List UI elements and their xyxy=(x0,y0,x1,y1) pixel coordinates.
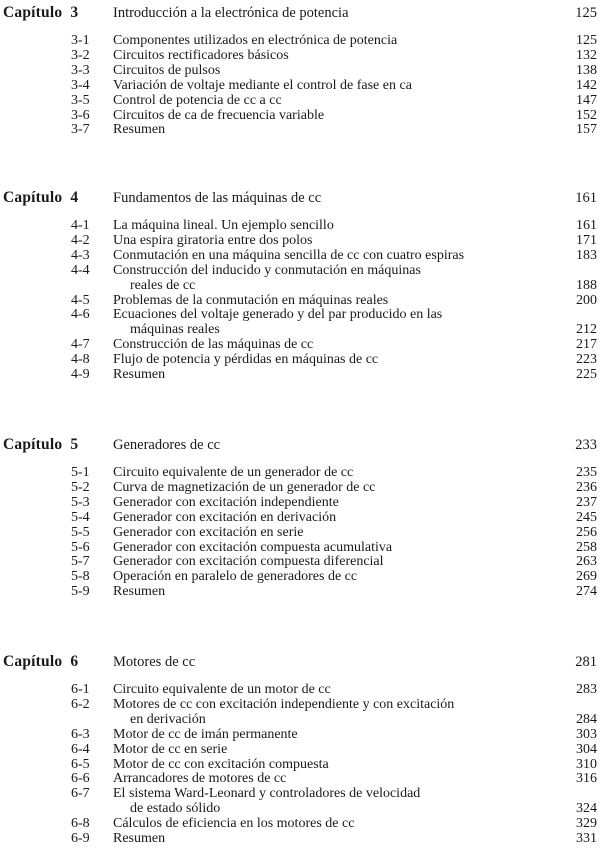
chapter-heading xyxy=(0,189,600,209)
toc-entry: 4-6 Ecuaciones del voltaje generado y del par producido en las máquinas reales 212 xyxy=(71,307,597,338)
toc-entry: 3-6 Circuitos de ca de frecuencia variable 152 xyxy=(71,107,597,123)
toc-entry: 4-9 Resumen 225 xyxy=(71,367,597,383)
toc-entry: 3-7 Resumen 157 xyxy=(71,122,597,138)
chapter-page: 161 xyxy=(575,190,597,206)
chapter-5 xyxy=(0,436,600,600)
chapter-title: Generadores de cc xyxy=(113,437,221,453)
toc-entry: 6-6 Arrancadores de motores de cc 316 xyxy=(71,771,597,787)
chapter-6 xyxy=(0,653,600,847)
toc-entry: 5-2 Curva de magnetización de un generador de cc 236 xyxy=(71,479,597,495)
chapter-label: Capítulo 6 xyxy=(3,653,79,670)
toc-entry: 6-9 Resumen 331 xyxy=(71,831,597,847)
toc-entry: 4-8 Flujo de potencia y pérdidas en máquinas de cc 223 xyxy=(71,352,597,368)
chapter-3 xyxy=(0,4,600,138)
toc-entry: 6-2 Motores de cc con excitación independiente y con excitación en derivación 284 xyxy=(71,696,597,727)
toc-entry: 5-4 Generador con excitación en derivación 245 xyxy=(71,509,597,525)
toc-entry: 6-4 Motor de cc en serie 304 xyxy=(71,741,597,757)
toc-entry: 4-5 Problemas de la conmutación en máquinas reales 200 xyxy=(71,292,597,308)
toc-entry: 5-9 Resumen 274 xyxy=(71,584,597,600)
chapter-4 xyxy=(0,189,600,383)
chapter-page: 281 xyxy=(575,654,597,670)
chapter-heading xyxy=(0,653,600,673)
toc-entry: 4-2 Una espira giratoria entre dos polos 171 xyxy=(71,232,597,248)
toc-entry: 4-1 La máquina lineal. Un ejemplo sencillo 161 xyxy=(71,218,597,233)
toc-entry: 3-5 Control de potencia de cc a cc 147 xyxy=(71,92,597,108)
toc-entry: 6-8 Cálculos de eficiencia en los motores de cc 329 xyxy=(71,816,597,832)
toc-entry: 6-3 Motor de cc de imán permanente 303 xyxy=(71,726,597,742)
toc-entry: 3-4 Variación de voltaje mediante el control de fase en ca 142 xyxy=(71,77,597,93)
chapter-title: Motores de cc xyxy=(113,654,196,670)
toc-entry: 4-4 Construcción del inducido y conmutación en máquinas reales de cc 188 xyxy=(71,262,597,293)
toc-entry: 4-7 Construcción de las máquinas de cc 217 xyxy=(71,337,597,353)
toc-entry: 6-1 Circuito equivalente de un motor de cc 283 xyxy=(71,682,597,697)
toc-entry: 3-1 Componentes utilizados en electrónica de potencia 125 xyxy=(71,33,597,48)
toc-entry: 5-7 Generador con excitación compuesta diferencial 263 xyxy=(71,554,597,570)
chapter-title: Fundamentos de las máquinas de cc xyxy=(113,190,322,206)
toc-entry: 6-7 El sistema Ward-Leonard y controladores de velocidad de estado sólido 324 xyxy=(71,786,597,817)
toc-entry: 6-5 Motor de cc con excitación compuesta 310 xyxy=(71,756,597,772)
toc-entry: 3-2 Circuitos rectificadores básicos 132 xyxy=(71,47,597,63)
chapter-label: Capítulo 3 xyxy=(3,4,79,21)
toc-entry: 3-3 Circuitos de pulsos 138 xyxy=(71,62,597,78)
chapter-heading xyxy=(0,4,600,24)
toc-entry: 5-3 Generador con excitación independiente 237 xyxy=(71,494,597,510)
toc-entry: 5-6 Generador con excitación compuesta acumulativa 258 xyxy=(71,539,597,555)
toc-entry: 4-3 Conmutación en una máquina sencilla de cc con cuatro espiras 183 xyxy=(71,247,597,263)
toc-entry: 5-1 Circuito equivalente de un generador de cc 235 xyxy=(71,465,597,480)
toc-entry: 5-5 Generador con excitación en serie 256 xyxy=(71,524,597,540)
chapter-title: Introducción a la electrónica de potencia xyxy=(113,5,349,21)
chapter-label: Capítulo 5 xyxy=(3,436,79,453)
chapter-page: 233 xyxy=(575,437,597,453)
chapter-heading xyxy=(0,436,600,456)
chapter-page: 125 xyxy=(575,5,597,21)
toc-entry: 5-8 Operación en paralelo de generadores de cc 269 xyxy=(71,569,597,585)
chapter-label: Capítulo 4 xyxy=(3,189,79,206)
